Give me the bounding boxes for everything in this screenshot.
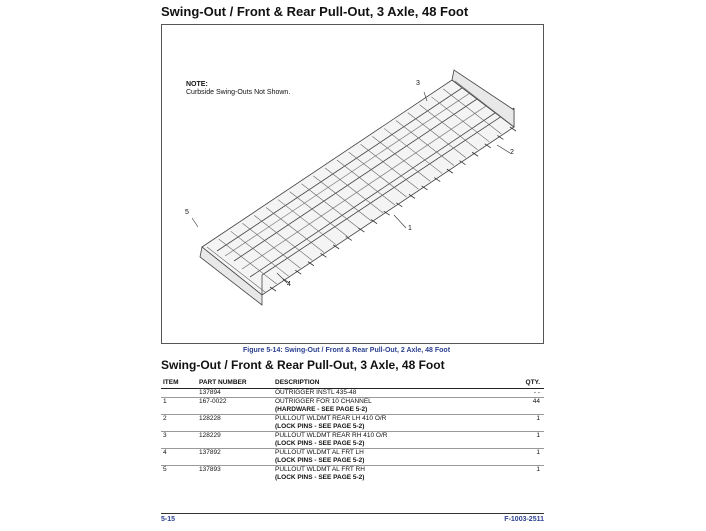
row-item: 5 bbox=[161, 466, 197, 483]
row-desc bbox=[273, 432, 498, 449]
figure-caption: Figure 5-14: Swing-Out / Front & Rear Pull-Out, 2 Axle, 48 Foot bbox=[243, 347, 451, 354]
row-desc bbox=[273, 398, 498, 415]
row-desc-sub: (HARDWARE - SEE PAGE 5-2) bbox=[275, 406, 368, 413]
table-row bbox=[161, 432, 544, 449]
row-qty: - - bbox=[498, 389, 544, 398]
row-part: 128228 bbox=[197, 415, 273, 432]
row-desc-main: PULLOUT WLDMT REAR LH 410 O/R bbox=[275, 415, 387, 422]
row-item: 2 bbox=[161, 415, 197, 432]
parts-header-row bbox=[161, 376, 544, 389]
row-qty: 44 bbox=[498, 398, 544, 415]
page-title: Swing-Out / Front & Rear Pull-Out, 3 Axle, 48 Foot bbox=[161, 4, 469, 19]
document-number: F-1003-2511 bbox=[504, 516, 544, 523]
page-number: 5-15 bbox=[161, 516, 176, 523]
row-desc bbox=[273, 415, 498, 432]
row-item: 3 bbox=[161, 432, 197, 449]
row-desc bbox=[273, 449, 498, 466]
table-row bbox=[161, 449, 544, 466]
col-description: DESCRIPTION bbox=[273, 376, 498, 389]
row-part: 167-0022 bbox=[197, 398, 273, 415]
row-desc-main: PULLOUT WLDMT REAR RH 410 O/R bbox=[275, 432, 388, 439]
figure-note bbox=[186, 81, 290, 97]
figure-frame bbox=[161, 24, 544, 344]
row-desc-main: OUTRIGGER INSTL 435-48 bbox=[275, 389, 357, 396]
row-desc-main: OUTRIGGER FOR 10 CHANNEL bbox=[275, 398, 372, 405]
table-row bbox=[161, 415, 544, 432]
row-desc-sub: (LOCK PINS - SEE PAGE 5-2) bbox=[275, 423, 365, 430]
callout-1: 1 bbox=[408, 225, 412, 232]
col-qty: QTY. bbox=[498, 376, 544, 389]
row-qty: 1 bbox=[498, 449, 544, 466]
row-part: 137893 bbox=[197, 466, 273, 483]
row-part: 128229 bbox=[197, 432, 273, 449]
callout-4: 4 bbox=[287, 281, 291, 288]
row-part: 137892 bbox=[197, 449, 273, 466]
row-desc bbox=[273, 389, 498, 398]
row-desc-sub: (LOCK PINS - SEE PAGE 5-2) bbox=[275, 457, 365, 464]
table-row bbox=[161, 398, 544, 415]
row-qty: 1 bbox=[498, 466, 544, 483]
row-qty: 1 bbox=[498, 415, 544, 432]
note-text: Curbside Swing-Outs Not Shown. bbox=[186, 89, 291, 96]
callout-3: 3 bbox=[416, 80, 420, 87]
row-desc-sub: (LOCK PINS - SEE PAGE 5-2) bbox=[275, 474, 365, 481]
table-row bbox=[161, 466, 544, 483]
footer-rule bbox=[161, 513, 544, 514]
parts-table bbox=[161, 376, 544, 482]
callout-5: 5 bbox=[185, 209, 189, 216]
trailer-drawing bbox=[162, 25, 545, 345]
col-item: ITEM bbox=[161, 376, 197, 389]
row-qty: 1 bbox=[498, 432, 544, 449]
table-row bbox=[161, 389, 544, 398]
row-desc bbox=[273, 466, 498, 483]
col-part-number: PART NUMBER bbox=[197, 376, 273, 389]
row-item: 4 bbox=[161, 449, 197, 466]
row-part: 137894 bbox=[197, 389, 273, 398]
row-desc-main: PULLOUT WLDMT AL FRT LH bbox=[275, 449, 364, 456]
row-item: 1 bbox=[161, 398, 197, 415]
note-heading: NOTE: bbox=[186, 81, 208, 88]
callout-2: 2 bbox=[510, 149, 514, 156]
row-item bbox=[161, 389, 197, 398]
parts-title: Swing-Out / Front & Rear Pull-Out, 3 Axle, 48 Foot bbox=[161, 358, 445, 372]
row-desc-sub: (LOCK PINS - SEE PAGE 5-2) bbox=[275, 440, 365, 447]
row-desc-main: PULLOUT WLDMT AL FRT RH bbox=[275, 466, 365, 473]
